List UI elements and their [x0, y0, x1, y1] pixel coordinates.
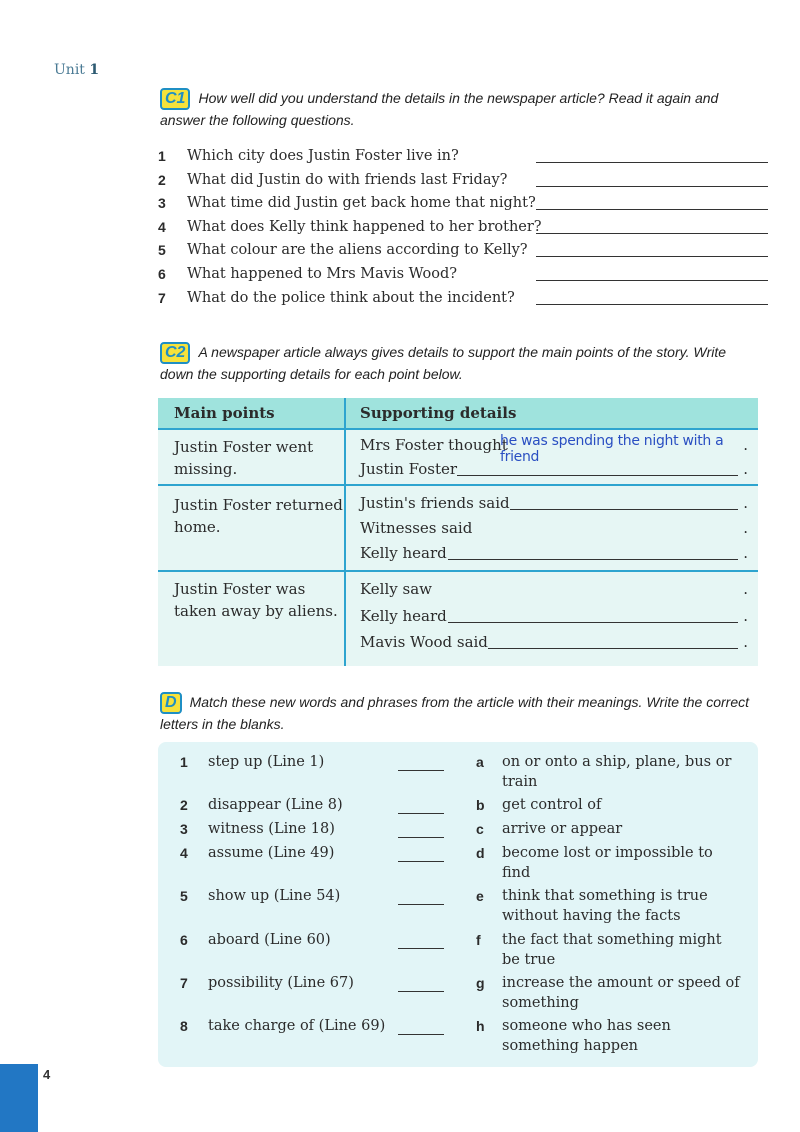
meaning-text: the fact that something might be true	[502, 932, 722, 968]
question-row	[158, 148, 770, 172]
answer-blank[interactable]	[536, 186, 768, 187]
match-word: witness (Line 18)	[208, 821, 335, 837]
question-number: 6	[158, 265, 166, 282]
question-text: What colour are the aliens according to Kelly?	[187, 242, 528, 259]
meaning-text: increase the amount or speed of something	[502, 975, 740, 1011]
answer-blank[interactable]	[536, 304, 768, 305]
question-number: 7	[158, 289, 166, 306]
match-blank[interactable]	[398, 991, 444, 992]
match-blank[interactable]	[398, 813, 444, 814]
match-word: possibility (Line 67)	[208, 975, 354, 991]
header-supporting-details: Supporting details	[360, 404, 517, 422]
detail-label: Witnesses said	[360, 519, 473, 537]
header-main-points: Main points	[174, 404, 275, 422]
meaning-text: arrive or appear	[502, 821, 623, 837]
c2-instruction: A newspaper article always gives details to support the main points of the story. Write down the supporting details for each point below.	[160, 344, 727, 382]
table-header	[158, 398, 758, 430]
question-number: 4	[158, 218, 166, 235]
meaning-letter: f	[476, 932, 481, 948]
question-row	[158, 242, 770, 266]
supporting-detail: Kelly saw .	[360, 580, 748, 598]
meaning-text: become lost or impossible to find	[502, 845, 713, 881]
match-blank[interactable]	[398, 837, 444, 838]
supporting-detail: Kelly heard .	[360, 607, 748, 625]
answer-blank[interactable]	[536, 280, 768, 281]
meaning-text: think that something is true without having the facts	[502, 888, 708, 924]
match-word: assume (Line 49)	[208, 845, 335, 861]
d-instruction: Match these new words and phrases from the article with their meanings. Write the correct letters in the blanks.	[160, 694, 750, 732]
match-word: disappear (Line 8)	[208, 797, 343, 813]
match-number: 2	[180, 797, 188, 813]
meaning-letter: b	[476, 797, 485, 813]
supporting-detail: Justin Foster .	[360, 460, 748, 478]
meaning-letter: e	[476, 888, 484, 904]
supporting-detail: Mrs Foster thought he was spending the night with a friend .	[360, 433, 748, 465]
question-row	[158, 290, 770, 314]
meaning-letter: h	[476, 1018, 485, 1034]
question-text: What time did Justin get back home that night?	[187, 195, 536, 212]
question-number: 1	[158, 148, 166, 164]
detail-label: Kelly heard	[360, 544, 447, 562]
meaning-text: someone who has seen something happen	[502, 1018, 671, 1054]
question-text: What does Kelly think happened to her brother?	[187, 218, 542, 235]
question-row	[158, 219, 770, 243]
unit-label	[54, 62, 99, 78]
question-text: What did Justin do with friends last Friday?	[187, 171, 508, 188]
match-number: 7	[180, 975, 188, 991]
detail-label: Mavis Wood said	[360, 633, 488, 651]
answer-blank[interactable]	[536, 256, 768, 257]
match-word: aboard (Line 60)	[208, 932, 331, 948]
meaning-letter: a	[476, 754, 484, 770]
meaning-letter: c	[476, 821, 484, 837]
match-number: 4	[180, 845, 188, 861]
answer-blank[interactable]	[536, 209, 768, 210]
meaning-letter: d	[476, 845, 485, 861]
row-divider	[158, 484, 758, 486]
match-blank[interactable]	[398, 861, 444, 862]
supporting-detail: Mavis Wood said .	[360, 633, 748, 651]
match-word: take charge of (Line 69)	[208, 1018, 386, 1034]
match-blank[interactable]	[398, 770, 444, 771]
d-instruction-block	[160, 692, 760, 734]
c1-instruction-block	[160, 88, 760, 130]
match-word: step up (Line 1)	[208, 754, 325, 770]
question-row	[158, 172, 770, 196]
match-number: 3	[180, 821, 188, 837]
unit-number: 1	[89, 62, 100, 78]
question-text: What do the police think about the incident?	[187, 289, 515, 306]
match-blank[interactable]	[398, 948, 444, 949]
match-number: 5	[180, 888, 188, 904]
column-divider	[344, 398, 346, 666]
question-number: 2	[158, 171, 166, 188]
c1-instruction: How well did you understand the details in the newspaper article? Read it again and answer the following questions.	[160, 90, 719, 128]
supporting-detail: Kelly heard .	[360, 544, 748, 562]
c2-instruction-block	[160, 342, 760, 384]
matching-exercise	[158, 742, 758, 1067]
meaning-letter: g	[476, 975, 485, 991]
main-point: Justin Foster was taken away by aliens.	[174, 580, 338, 620]
meaning-text: get control of	[502, 797, 602, 813]
detail-label: Justin's friends said	[360, 494, 510, 512]
match-number: 8	[180, 1018, 188, 1034]
question-number: 3	[158, 195, 166, 212]
supporting-detail: Justin's friends said .	[360, 494, 748, 512]
c1-badge: C1	[160, 88, 190, 110]
match-number: 1	[180, 754, 188, 770]
match-word: show up (Line 54)	[208, 888, 341, 904]
page-color-bar	[0, 1064, 38, 1132]
question-number: 5	[158, 242, 166, 259]
detail-label: Mrs Foster thought	[360, 436, 508, 454]
unit-word: Unit	[54, 62, 85, 78]
answer-blank[interactable]	[536, 162, 768, 163]
detail-label: Justin Foster	[360, 460, 458, 478]
d-badge: D	[160, 692, 182, 714]
question-text: Which city does Justin Foster live in?	[187, 148, 459, 164]
detail-blank[interactable]	[448, 622, 738, 623]
supporting-details-table	[158, 398, 758, 666]
supporting-detail: Witnesses said .	[360, 519, 748, 537]
match-blank[interactable]	[398, 904, 444, 905]
detail-label: Kelly heard	[360, 607, 447, 625]
c2-badge: C2	[160, 342, 190, 364]
detail-blank[interactable]	[483, 648, 738, 649]
page-number: 4	[43, 1067, 51, 1082]
row-divider	[158, 570, 758, 572]
main-point: Justin Foster returned home.	[174, 496, 343, 536]
main-point: Justin Foster went missing.	[174, 438, 314, 478]
match-number: 6	[180, 932, 188, 948]
detail-blank[interactable]	[448, 559, 738, 560]
question-row	[158, 195, 770, 219]
meaning-text: on or onto a ship, plane, bus or train	[502, 754, 732, 790]
match-blank[interactable]	[398, 1034, 444, 1035]
c1-question-list	[158, 148, 770, 313]
detail-blank[interactable]	[448, 475, 738, 476]
detail-blank[interactable]	[502, 509, 738, 510]
question-row	[158, 266, 770, 290]
detail-label: Kelly saw	[360, 580, 432, 598]
handwritten-answer[interactable]: he was spending the night with a friend	[500, 433, 724, 465]
answer-blank[interactable]	[536, 233, 768, 234]
question-text: What happened to Mrs Mavis Wood?	[187, 265, 458, 282]
